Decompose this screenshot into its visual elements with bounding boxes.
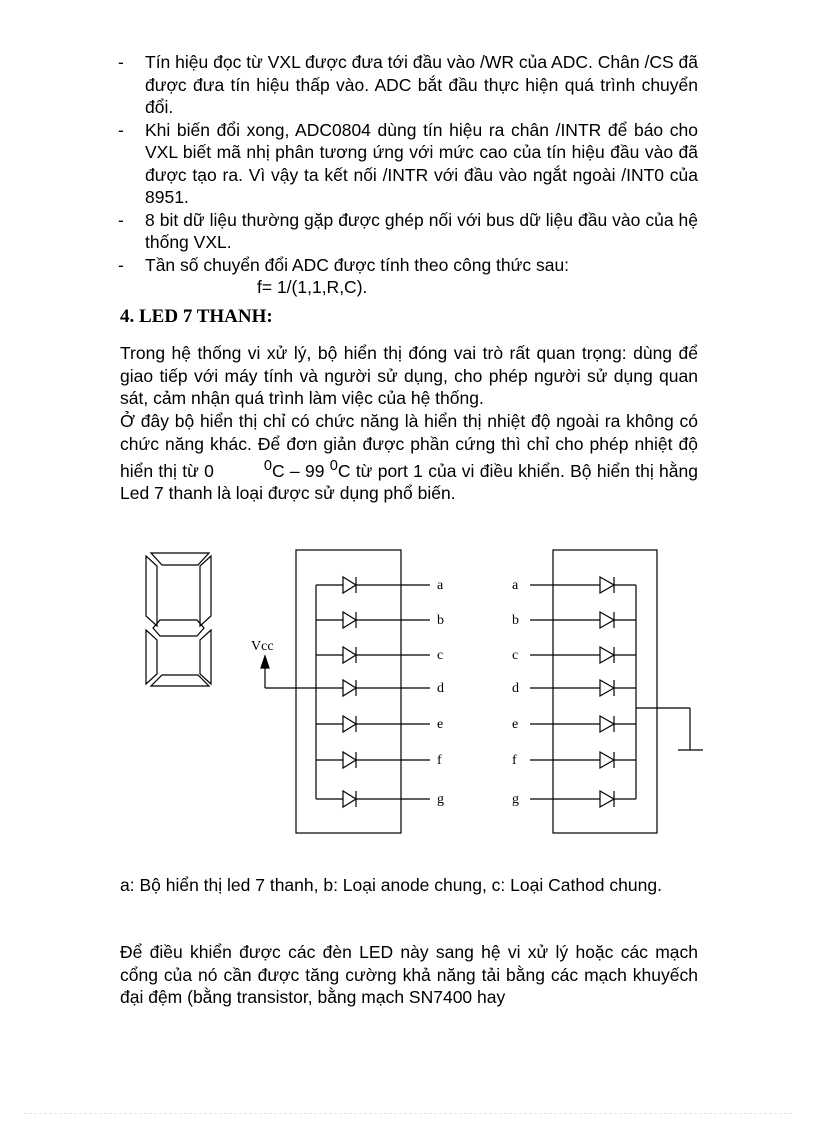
bullet-marker: - — [118, 254, 124, 275]
bullet-item — [118, 119, 698, 209]
segment-e — [146, 630, 157, 684]
pin-label: g — [512, 792, 519, 807]
diode-row — [530, 791, 636, 807]
diode-row — [316, 752, 430, 768]
diode-row — [316, 680, 430, 696]
paragraph-text: C từ port 1 của vi điều khiển. Bộ hiển thị hằng Led 7 thanh là loại được sử dụng phổ biến. — [120, 460, 698, 504]
diode-row — [316, 647, 430, 663]
bullet-item — [118, 209, 698, 254]
segment-f — [146, 556, 157, 626]
pin-label: e — [512, 717, 519, 732]
segment-d — [151, 675, 209, 686]
paragraph-driver: Để điều khiển được các đèn LED này sang hệ vi xử lý hoặc các mạch cổng của nó cần được tăng cường khả năng tải bằng các mạch khuyếch đại đệm (bằng transistor, bằng mạch SN7400 hay — [120, 942, 698, 1007]
vcc-label: Vcc — [251, 639, 274, 654]
segment-g — [153, 620, 204, 636]
paragraph-text: Ở đây bộ hiển thị chỉ có chức năng là hiển thị nhiệt độ ngoài ra không có chức năng khác. Để đơn giản được phần cứng thì chỉ cho phép nhiệt độ hiển thị từ 0 — [120, 411, 698, 481]
diode-row — [530, 612, 636, 628]
page-bottom-divider — [24, 1113, 792, 1114]
diode-row — [530, 716, 636, 732]
diode-row — [316, 791, 430, 807]
bullet-text: Tần số chuyển đổi ADC được tính theo công thức sau: — [145, 254, 570, 275]
segment-a — [151, 553, 209, 565]
paragraph-text: C – 99 — [271, 460, 330, 481]
pin-label: d — [512, 681, 519, 696]
pin-label: c — [437, 648, 444, 663]
formula: f= 1/(1,1,R,C). — [257, 277, 368, 297]
bullet-item — [118, 254, 698, 299]
pin-label: f — [512, 753, 517, 768]
degree-superscript: 0 — [329, 458, 338, 474]
diode-row — [316, 716, 430, 732]
diode-row — [316, 577, 430, 593]
degree-superscript: 0 — [263, 458, 272, 474]
led-7-segment-diagram — [0, 530, 816, 840]
common-cathode-circuit — [530, 550, 703, 833]
paragraph-temperature — [120, 410, 698, 505]
diode-row — [530, 577, 636, 593]
bullet-list — [118, 51, 698, 299]
diode-row — [316, 612, 430, 628]
bullet-marker: - — [118, 119, 124, 140]
common-anode-circuit — [261, 550, 430, 833]
section-heading: 4. LED 7 THANH: — [120, 306, 273, 327]
pin-label: g — [437, 792, 444, 807]
seven-segment-display — [146, 553, 211, 686]
diode-row — [530, 752, 636, 768]
bullet-text: Tín hiệu đọc từ VXL được đưa tới đầu vào /WR của ADC. Chân /CS đã được đưa tín hiệu thấp vào. ADC bắt đầu thực hiện quá trình chuyển đổi. — [145, 52, 698, 117]
segment-b — [200, 556, 211, 626]
segment-c — [200, 630, 211, 684]
anode-labels — [251, 578, 444, 807]
pin-label: a — [512, 578, 519, 593]
bullet-marker: - — [118, 52, 124, 72]
pin-label: a — [437, 578, 444, 593]
pin-label: d — [437, 681, 444, 696]
cathode-labels — [512, 578, 519, 807]
paragraph-intro: Trong hệ thống vi xử lý, bộ hiển thị đóng vai trò rất quan trọng: dùng để giao tiếp với máy tính và người sử dụng, cho phép người sử dụng quan sát, cảm nhận quá trình làm việc của hệ thống. — [120, 343, 698, 408]
pin-label: f — [437, 753, 442, 768]
diode-row — [530, 647, 636, 663]
pin-label: b — [437, 613, 444, 628]
bullet-marker: - — [118, 209, 124, 230]
diode-row — [530, 680, 636, 696]
pin-label: c — [512, 648, 519, 663]
pin-label: b — [512, 613, 519, 628]
bullet-text: 8 bit dữ liệu thường gặp được ghép nối với bus dữ liệu đầu vào của hệ thống VXL. — [145, 209, 698, 252]
bullet-item — [118, 51, 698, 119]
pin-label: e — [437, 717, 444, 732]
figure-caption: a: Bộ hiển thị led 7 thanh, b: Loại anode chung, c: Loại Cathod chung. — [120, 875, 662, 895]
bullet-text: Khi biến đổi xong, ADC0804 dùng tín hiệu ra chân /INTR để báo cho VXL biết mã nhị phân tương ứng với mức cao của tín hiệu đầu vào đã được tạo ra. Vì vậy ta kết nối /INTR với đầu vào ngắt ngoài /INT0 của 8951. — [145, 119, 698, 207]
